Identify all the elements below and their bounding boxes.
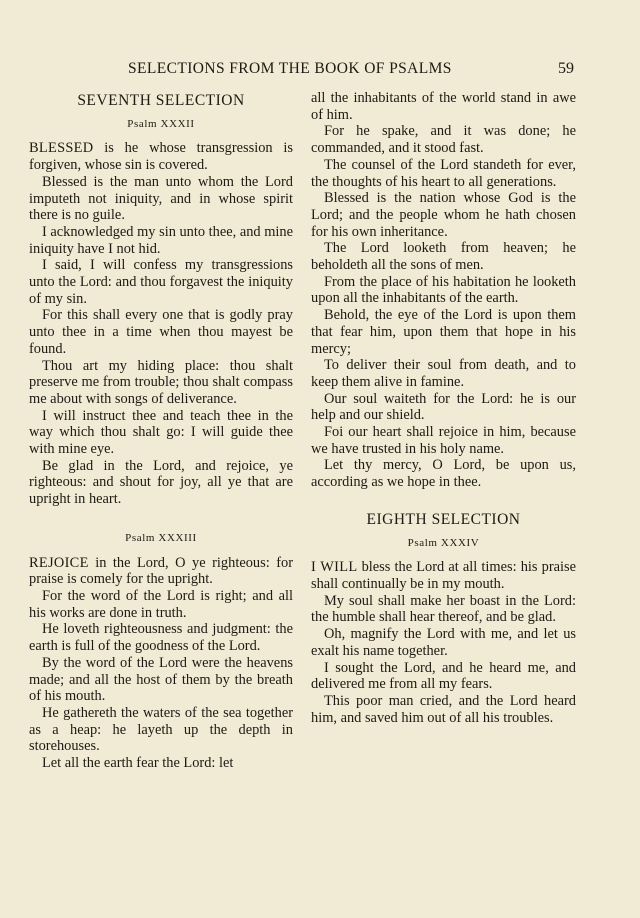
left-column [29,90,293,772]
psalm-33-verse: For he spake, and it was done; he commanded, and it stood fast. [311,123,576,157]
psalm-33-verse: Our soul waiteth for the Lord: he is our help and our shield. [311,390,576,424]
psalm-32-first-rest: is he whose transgression is forgiven, whose sin is covered. [29,140,293,174]
spacer [29,508,293,530]
psalm-32-verse: Blessed is the man unto whom the Lord imputeth not iniquity, and in whose spirit there is no guile. [29,173,293,224]
psalm-33-verse: For the word of the Lord is right; and all his works are done in truth. [29,587,293,621]
psalm-32-verse: I will instruct thee and teach thee in the way which thou shalt go: I will guide thee with mine eye. [29,407,293,458]
psalm-33-verse: The Lord looketh from heaven; he beholdeth all the sons of men. [311,240,576,274]
psalm-33-verse: He gathereth the waters of the sea together as a heap: he layeth up the depth in storehouses. [29,704,293,755]
psalm-32-title: Psalm XXXII [127,117,195,130]
page-number: 59 [558,60,574,77]
psalm-33-first-word: REJOICE [29,554,89,571]
psalm-34-verse-1 [311,559,576,592]
psalm-33-continued: all the inhabitants of the world stand in awe of him. [311,90,576,123]
psalm-32-verse: For this shall every one that is godly pray unto thee in a time when thou mayest be found. [29,307,293,357]
psalm-33-verse: Blessed is the nation whose God is the Lord; and the people whom he hath chosen for his own inheritance. [311,190,576,240]
spacer [311,491,576,509]
psalm-34-verse: My soul shall make her boast in the Lord: the humble shall hear thereof, and be glad. [311,592,576,626]
psalm-32-verse: Thou art my hiding place: thou shalt preserve me from trouble; thou shalt compass me about with songs of deliverance. [29,357,293,407]
psalm-33-verse-1 [29,555,293,588]
psalm-32-first-word: BLESSED [29,140,94,157]
page-header [0,60,640,82]
eighth-selection-title: EIGHTH SELECTION [366,510,521,528]
psalm-34-verse: Oh, magnify the Lord with me, and let us exalt his name together. [311,626,576,659]
psalm-33-verse: From the place of his habitation he looketh upon all the inhabitants of the earth. [311,273,576,307]
psalm-34-first-word: I WILL [311,559,358,576]
psalm-32-verse: I acknowledged my sin unto thee, and mine iniquity have I not hid. [29,223,293,257]
psalm-33-verse: To deliver their soul from death, and to keep them alive in famine. [311,357,576,390]
psalm-32-verse-1 [29,140,293,173]
right-column [311,90,576,726]
psalm-33-verse: He loveth righteousness and judgment: the earth is full of the goodness of the Lord. [29,621,293,655]
psalm-32-verse: I said, I will confess my transgressions unto the Lord: and thou forgavest the iniquity of my sin. [29,257,293,307]
psalm-33-first-rest: in the Lord, O ye righteous: for praise is comely for the upright. [29,554,293,588]
psalm-33-verse: By the word of the Lord were the heavens made; and all the host of them by the breath of his mouth. [29,654,293,705]
psalm-33-verse: Let thy mercy, O Lord, be upon us, according as we hope in thee. [311,457,576,491]
psalm-34-first-rest: bless the Lord at all times: his praise shall continually be in my mouth. [311,559,577,592]
running-title: SELECTIONS FROM THE BOOK OF PSALMS [128,60,452,77]
psalm-33-verse: The counsel of the Lord standeth for ever, the thoughts of his heart to all generations. [311,156,576,190]
psalm-34-verse: I sought the Lord, and he heard me, and delivered me from all my fears. [311,659,576,693]
seventh-selection-title: SEVENTH SELECTION [77,92,245,109]
psalm-33-title: Psalm XXXIII [125,531,197,544]
psalm-34-verse: This poor man cried, and the Lord heard him, and saved him out of all his troubles. [311,692,576,726]
psalm-33-verse: Behold, the eye of the Lord is upon them that fear him, upon them that hope in his mercy; [311,307,576,357]
psalm-33-verse: Let all the earth fear the Lord: let [42,755,234,772]
psalm-32-verse: Be glad in the Lord, and rejoice, ye righteous: and shout for joy, all ye that are upright in heart. [29,457,293,508]
psalm-34-title: Psalm XXXIV [407,536,480,549]
psalm-33-verse: Foi our heart shall rejoice in him, because we have trusted in his holy name. [311,424,576,457]
